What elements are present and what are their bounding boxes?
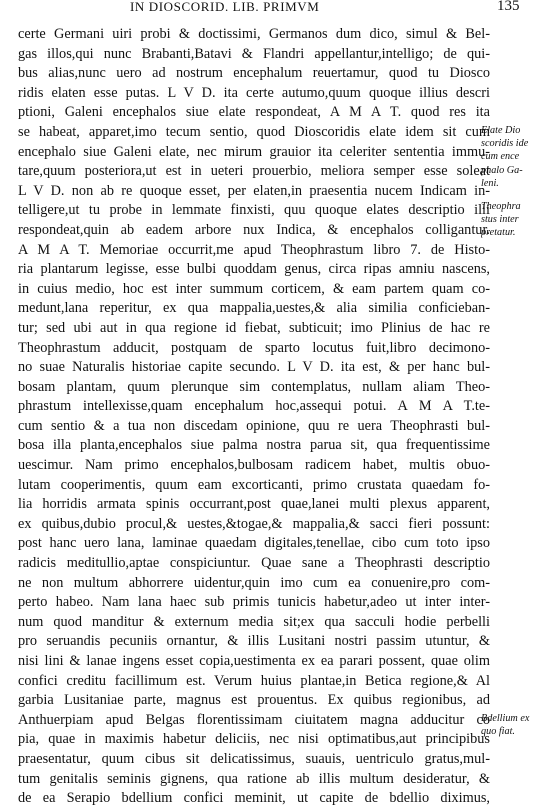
text-line: cum sentio & a tua non discedam opinione, quu re uera Theophrasti bul- [18, 417, 490, 434]
text-line: ex quibus,dubio procul,& uestes,&togae,& mappalia,& sacci fieri possunt: [18, 515, 490, 532]
margin-note-line: Elate Dio [481, 125, 521, 136]
text-line: respondeat,quin ab eadem arbore nux Indica, & encephalos colligantur. [18, 221, 490, 238]
text-line: post hanc uero lana, laminae quaedam digitales,tenellae, cibo cum toto ipso [18, 535, 490, 552]
margin-note-theophrastus [481, 200, 543, 240]
text-line: bosa illa planta,encephalos siue palma nostra parua sit, qua frequentissime [18, 437, 490, 454]
text-line: confici creditu facillimum est. Verum huius plantae,in Betica regione,& Al [18, 672, 490, 689]
text-line: perto habeo. Nam lana haec sub primis tunicis habetur,adeo ut inter inter- [18, 594, 490, 611]
margin-note-line: phalo Ga- [481, 164, 523, 176]
text-line: Theophrastum adducit, postquam de sparto locutus fuit,libro decimono- [18, 339, 490, 356]
text-line: tur; sed ubi aut in qua regione id fiebat, subticuit; imo Plinius de hac re [18, 319, 490, 336]
margin-note-line: Theophra [481, 201, 521, 212]
margin-note-line: stus inter [481, 214, 519, 226]
text-line: de ea Serapio bdellium confici meminit, ut capite de bdellio diximus, [18, 790, 490, 807]
text-line: bosam plantam, quum plerunque sim contemplatus, nullam aliam Theo- [18, 378, 490, 395]
text-line: bus alias,nunc uero ad nostrum encephalum reuertamur, quod tu Diosco [18, 65, 490, 82]
text-line: certe Germani uiri probi & doctissimi, Germanos dum dico, simul & Bel- [18, 26, 490, 42]
text-line: radicis meditullio,aptae conspiciuntur. Quae sane a Theophrasti descriptio [18, 555, 490, 572]
running-head [0, 2, 544, 16]
margin-note-elate [481, 124, 543, 190]
text-line: garbia Lusitaniae parte, magnus est prouentus. Ex quibus regionibus, ad [18, 692, 490, 709]
text-line: ne non multum abhorrere uidentur,quin imo cum ea conuenire,pro com- [18, 574, 490, 591]
text-line: nisi lini & lanae ingens esset copia,uestimenta ex ea parari possent, quae olim [18, 653, 490, 669]
text-line: phrastum intellexisse,quam encephalum hoc,assequi potui. A M A T.te- [18, 398, 490, 415]
text-line: tare,quum posteriora,ut est in ueteri prouerbio, meliora semper esse soleat [18, 163, 490, 180]
text-line: lia horridis armata spinis occurrant,post quae,lanei multi plexus apparent, [18, 496, 490, 513]
text-line: no suae Naturalis historiae capite secundo. L V D. ita est, & per hanc bul- [18, 359, 490, 376]
text-line: se habeat, apparet,imo tecum sentio, quod Dioscoridis elate idem sit cum [18, 123, 490, 140]
text-line: lutam cooperimentis, quum eam excorticanti, primo crustata quaedam fo- [18, 476, 490, 493]
margin-note-line: cum ence [481, 151, 520, 163]
text-line: telligere,ut tu probe in lemmate finxisti, quu quoque elates descriptio illi [18, 202, 490, 219]
margin-note-line: pretatur. [481, 227, 516, 239]
text-line: pia, quae in maximis habetur deliciis, nec nisi optimatibus,aut principibus [18, 731, 490, 748]
margin-note-line: quo fiat. [481, 726, 515, 738]
text-line: A M A T. Memoriae occurrit,me apud Theophrastum libro 7. de Histo- [18, 241, 490, 258]
margin-note-line: leni. [481, 177, 499, 189]
margin-note-bdellium [481, 712, 543, 738]
text-line: gas illos,qui nunc Brabanti,Batavi & Flandri appellantur,intelligo; de qui- [18, 45, 490, 62]
text-line: in cuius medio, hoc est inter summum corticem, & eam partem quam co- [18, 280, 490, 297]
text-line: L V D. non ab re quoque esset, per elaten,in praesentia nucem Indicam in- [18, 182, 490, 199]
margin-note-line: Bdellium ex [481, 713, 530, 724]
text-line: ptioni, Galeni encephalos siue elate respondeat, A M A T. quod res ita [18, 104, 490, 121]
text-line: medunt,lana reperitur, ex qua mappalia,uestes,& alia similia conficieban- [18, 300, 490, 317]
text-line: pro seruandis pecuniis ornantur, & illis Lusitani nostri passim utuntur, & [18, 633, 490, 650]
margin-note-line: scoridis ide [481, 138, 529, 150]
text-line: ria plantarum legisse, esse bulbi quoddam genus, circa ripas amniu nascens, [18, 261, 490, 278]
text-line: encephalo siue Galeni elate, nec mirum grauior ita celeriter sententia immu- [18, 143, 490, 160]
running-title: IN DIOSCORID. LIB. PRIMVM [130, 0, 320, 14]
text-line: ridis elaten esse putas. L V D. ita certe autumo,quum quoque illius descri [18, 84, 490, 101]
text-line: uescimur. Nam primo encephalos,bulbosam radicem habet, multis obuo- [18, 457, 490, 474]
page-number: 135 [497, 0, 520, 14]
text-line: tum genitalis seminis gignens, qua ratione ab illis multum desideratur, & [18, 770, 490, 787]
text-line: Anthuerpiam apud Belgas florentissimam ciuitatem magna adducitur co [18, 711, 490, 728]
text-line: praesentatur, quum cibus sit delicatissimus, suauis, uentriculo gratus,mul- [18, 750, 490, 767]
text-line: num quod manditur & externum media sit;ex qua sacculi hodie perbelli [18, 613, 490, 630]
body-text [18, 25, 490, 809]
